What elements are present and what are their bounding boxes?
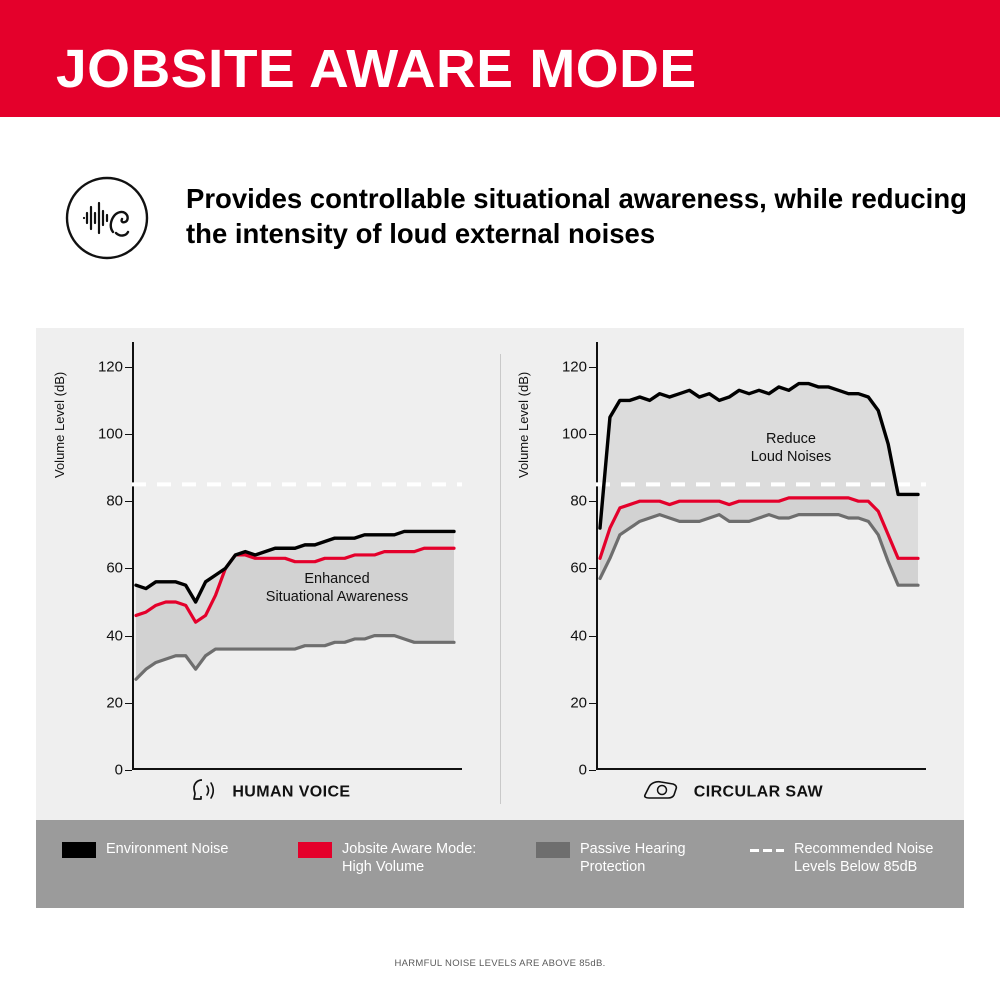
human-voice-ytick-100: 100 xyxy=(97,425,123,443)
legend-label-environment-noise: Environment Noise xyxy=(106,841,229,857)
human-voice-annotation xyxy=(242,570,432,606)
charts-row xyxy=(36,328,964,820)
circular-saw-ytick-80: 80 xyxy=(570,492,587,510)
header-banner xyxy=(0,0,1000,117)
legend xyxy=(36,820,964,908)
intro-text: Provides controllable situational awareness, while reducing the intensity of loud external noises xyxy=(186,183,967,249)
human-voice-ytick-40: 40 xyxy=(106,627,123,645)
human-voice-ytick-120: 120 xyxy=(97,358,123,376)
circular-saw-plot-area xyxy=(561,350,926,779)
circular-saw-series-svg xyxy=(596,350,926,770)
human-voice-annotation-line2: Situational Awareness xyxy=(265,589,409,605)
intro-section xyxy=(64,175,967,275)
ear-soundwave-icon xyxy=(64,175,150,261)
legend-label-recommended-noise-level: Recommended Noise Levels Below 85dB xyxy=(794,841,934,875)
circular-saw-ytick-120: 120 xyxy=(561,358,587,376)
legend-label-passive-hearing-protection: Passive Hearing Protection xyxy=(580,841,686,875)
circular-saw-ytick-60: 60 xyxy=(570,559,587,577)
circular-saw-axis-title-row xyxy=(500,777,964,808)
legend-recommended-noise-level xyxy=(750,840,933,876)
circular-saw-ytick-20: 20 xyxy=(570,694,587,712)
legend-environment-noise xyxy=(62,840,229,858)
legend-swatch-jobsite-aware-mode xyxy=(298,842,332,858)
charts-panel xyxy=(36,328,964,908)
circular-saw-chart xyxy=(500,328,964,820)
legend-passive-hearing-protection xyxy=(536,840,686,876)
human-voice-ytick-20: 20 xyxy=(106,694,123,712)
circular-saw-ytick-0: 0 xyxy=(578,761,587,779)
human-voice-series-svg xyxy=(132,350,462,770)
circular-saw-annotation xyxy=(696,430,886,466)
human-voice-plot-area xyxy=(97,350,462,779)
legend-swatch-passive-hearing-protection xyxy=(536,842,570,858)
legend-jobsite-aware-mode xyxy=(298,840,476,876)
human-voice-ytick-80: 80 xyxy=(106,492,123,510)
human-voice-axis-title: HUMAN VOICE xyxy=(232,783,351,801)
circular-saw-annotation-line2: Loud Noises xyxy=(750,449,832,465)
legend-swatch-recommended-noise-level xyxy=(750,842,784,858)
circular-saw-icon xyxy=(641,777,681,808)
legend-label-jobsite-aware-mode: Jobsite Aware Mode: High Volume xyxy=(342,841,477,875)
human-voice-speaking-head-icon xyxy=(185,777,219,808)
circular-saw-ytick-100: 100 xyxy=(561,425,587,443)
human-voice-annotation-line1: Enhanced xyxy=(304,571,370,587)
human-voice-axis-title-row xyxy=(36,777,500,808)
legend-swatch-environment-noise xyxy=(62,842,96,858)
human-voice-chart xyxy=(36,328,500,820)
circular-saw-y-axis-label: Volume Level (dB) xyxy=(516,371,531,478)
circular-saw-axis-title: CIRCULAR SAW xyxy=(693,783,824,801)
human-voice-ytick-0: 0 xyxy=(114,761,123,779)
human-voice-y-axis-label: Volume Level (dB) xyxy=(52,371,67,478)
circular-saw-ytick-40: 40 xyxy=(570,627,587,645)
human-voice-ytick-60: 60 xyxy=(106,559,123,577)
circular-saw-annotation-line1: Reduce xyxy=(766,431,816,447)
disclaimer-text: HARMFUL NOISE LEVELS ARE ABOVE 85dB. xyxy=(394,958,606,969)
page-title: JOBSITE AWARE MODE xyxy=(56,39,697,99)
